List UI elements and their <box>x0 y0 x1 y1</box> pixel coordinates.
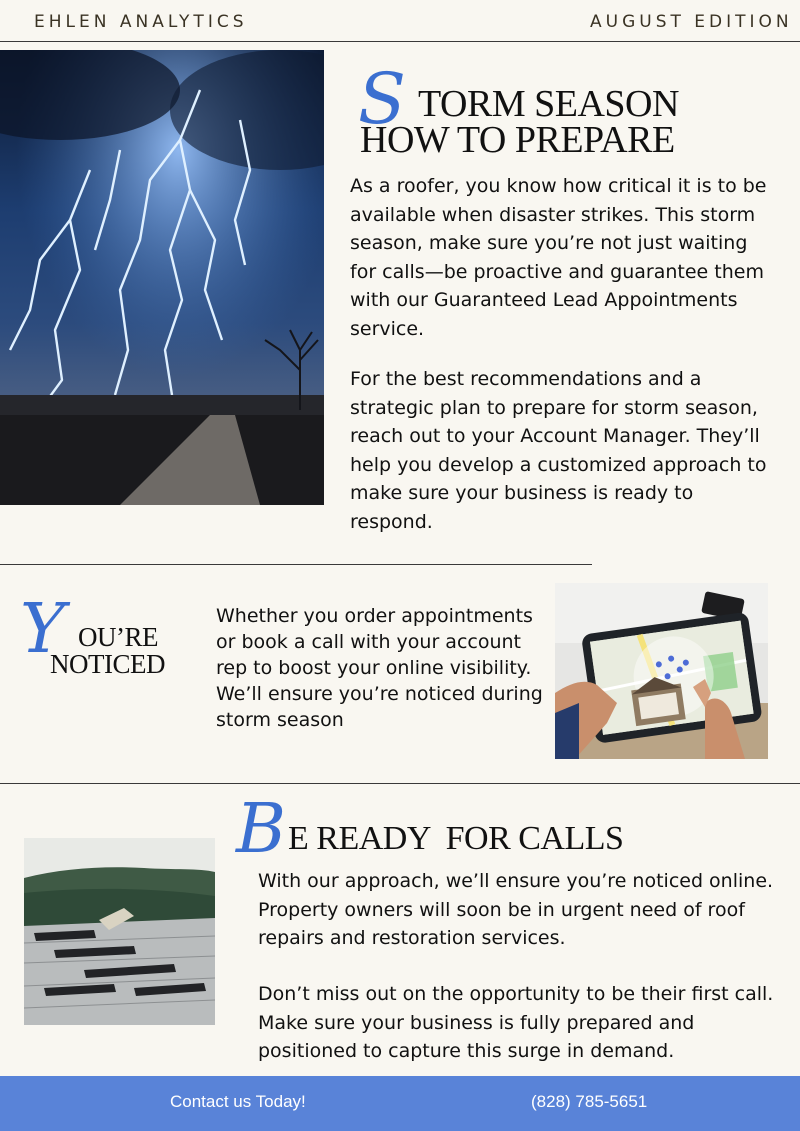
storm-photo <box>0 50 324 505</box>
noticed-title-line1: OU’RE <box>78 622 158 652</box>
calls-paragraph-2: Don’t miss out on the opportunity to be their first call. Make sure your business is fully prepared and positioned to capture this surge in demand. <box>258 983 774 1062</box>
contact-cta[interactable]: Contact us Today! <box>170 1092 306 1111</box>
storm-title-line2: HOW TO PREPARE <box>360 119 675 161</box>
edition-label: AUGUST EDITION <box>590 12 793 32</box>
calls-dropcap: B <box>236 790 286 869</box>
storm-paragraph-1: As a roofer, you know how critical it is to be available when disaster strikes. This storm season, make sure you’re not just waiting for calls—be proactive and guarantee them with our Guaranteed Lead Appointments service. <box>350 175 767 340</box>
noticed-paragraph: Whether you order appointments or book a call with your account rep to boost your online visibility. We’ll ensure you’re noticed during storm season <box>216 605 543 731</box>
storm-dropcap: S <box>358 58 406 140</box>
calls-paragraph-1: With our approach, we’ll ensure you’re noticed online. Property owners will soon be in urgent need of roof repairs and restoration services. <box>258 870 774 949</box>
footer-bar <box>0 1076 800 1131</box>
noticed-dropcap: Y <box>20 590 65 669</box>
storm-title-line1: TORM SEASON <box>418 83 679 125</box>
section1-divider <box>0 564 592 565</box>
tablet-map-photo <box>555 583 768 759</box>
header-divider <box>0 41 800 42</box>
damaged-roof-photo <box>24 838 215 1025</box>
storm-paragraph-2: For the best recommendations and a strategic plan to prepare for storm season, reach out to your Account Manager. They’ll help you develop a customized approach to make sure your business is ready to respond. <box>350 368 767 533</box>
section2-divider <box>0 783 800 784</box>
calls-title: E READY FOR CALLS <box>288 820 624 857</box>
phone-number[interactable]: (828) 785-5651 <box>531 1092 648 1111</box>
noticed-title-line2: NOTICED <box>50 649 165 679</box>
brand-name: EHLEN ANALYTICS <box>34 12 248 32</box>
